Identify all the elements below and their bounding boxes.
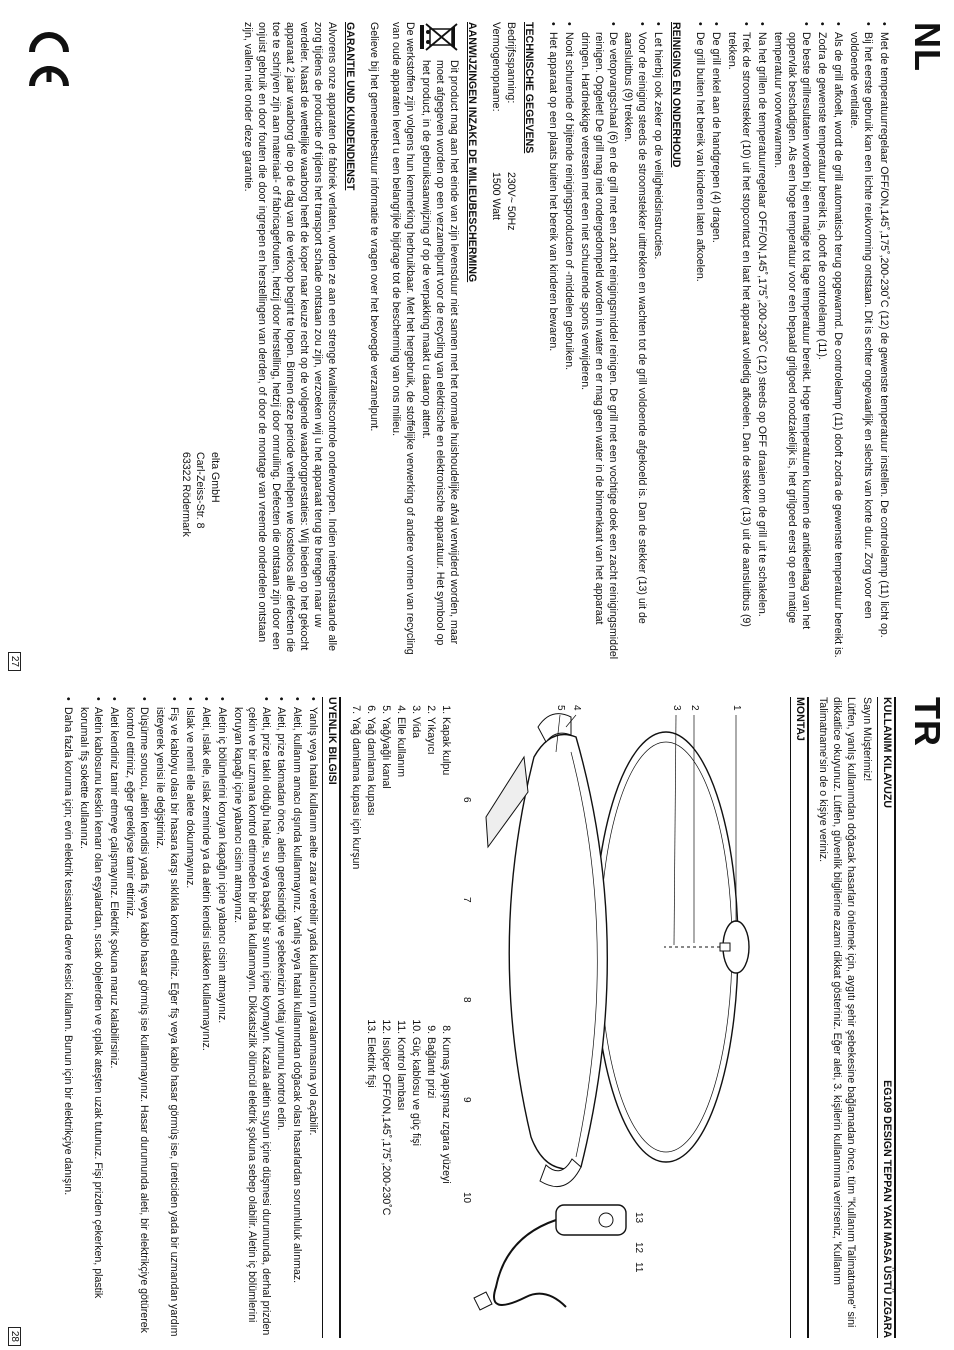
- page-number: 27: [8, 652, 21, 671]
- callout-label: 12: [633, 1242, 645, 1254]
- address-line: 63322 Rödermark: [179, 452, 192, 537]
- callout-label: 7: [461, 897, 473, 903]
- cleaning-list: [545, 22, 665, 663]
- nl-content: [178, 22, 890, 663]
- list-item: 12. Isıölçer OFF/ON,145˚,175˚,200-230˚C: [378, 1037, 392, 1338]
- list-item: 7. Yağ damlama kupası için kurşun: [348, 717, 362, 1007]
- env-heading: AANWIJZINGEN INZAKE DE MILIEUBESCHERMING: [465, 22, 478, 283]
- env-text-3: Gelieve bij het gemeentebestuur informatie te vragen over het bevoegde verzamelpunt.: [367, 22, 380, 432]
- list-item: • Islak ve nemli elle alete dokunmayınız.: [182, 697, 196, 1338]
- list-item: • Aletin iç bölümlerini koruyan kapağın içine yabancı cisim atmayınız.: [214, 697, 228, 1338]
- address-line: Carl-Zeiss-Str. 8: [194, 452, 207, 529]
- list-item: 2. Yıkayıcı: [423, 717, 437, 1007]
- callout-label: 4: [571, 705, 583, 711]
- callout-label: 5: [555, 705, 567, 711]
- list-item: 9. Bağlantı prizi: [423, 1037, 437, 1338]
- callout-label: 13: [633, 1212, 645, 1224]
- list-item: • Na het grillen de temperatuurregelaar OFF/ON,145˚,175˚,200-230˚C (12) steeds op OFF draaien om de grill uit te schakelen.: [754, 22, 768, 663]
- parts-legend: [347, 697, 452, 1338]
- cleaning-heading: REINIGING EN ONDERHOUD: [670, 22, 683, 168]
- power-cord: [494, 1220, 566, 1307]
- list-item: 4. Elle kullanım: [393, 717, 407, 1007]
- manual-title: KULLANIM KILAVUZU: [881, 697, 893, 809]
- list-item: • Zodra de gewenste temperatuur bereikt is, dooft de controlelamp (11).: [814, 22, 828, 663]
- list-item: • Aleti, prize takılı olduğu halde, su veya başka bir sıvının içine koymayın. Kazala aletin suyun içine düşmesi durumunda, derhal prizden çekin ve bir uzmana kontrol ettirmeden bir daha kullanmayın. Dikkatsizlik ölümcül elektrik şokuna sebep olabilir. Aletin iç bölümlerini koruyan kapağı içine yabancı cisim atmayınız.: [230, 697, 272, 1338]
- parts-list-left: [347, 697, 452, 1007]
- list-item: 11. Kontrol lambası: [393, 1037, 407, 1338]
- tr-page: [0, 675, 954, 1350]
- list-item: 1. Kapak kulpu: [438, 717, 452, 1007]
- address-line: elta GmbH: [209, 452, 222, 503]
- parts-list-right: [347, 1017, 452, 1338]
- callout-label: 6: [461, 797, 473, 803]
- intro-text: Lütfen, yanlış kullanımdan doğacak hasarları önlemek için, aygıtı şehir şebekesine bağlamadan önce, tüm "Kullanım Talimatname" sini dikkatlice okuyunuz. Lütfen, güvenlik bilgilerine azami dikkat gösteriniz. Eğer aleti, 3. kişilerin kullanımına verirseniz, 'Kullanım Talimatname'sin de o kişiye veriniz.: [817, 697, 858, 1328]
- env-text-2: De werkstoffen zijn volgens hun kenmerking herbruikbaar. Met het hergebruik, de stoffelijke verwerking of andere vormen van recycling van oude apparaten levert u een belangrijke bijdrage tot de bescherming van ons milieu.: [389, 22, 416, 655]
- list-item: • Aleti kendiniz tamir etmeye çalışmayınız. Elektrik şokuna maruz kalabilirsiniz.: [106, 697, 120, 1338]
- tech-label: Bedrijfsspanning:: [504, 22, 517, 104]
- safety-list: [60, 697, 319, 1338]
- callout-label: 10: [461, 1192, 473, 1204]
- crossed-bin-icon: [420, 22, 460, 52]
- lid-knob-stem: [720, 943, 730, 951]
- greeting: Sayın Müşterimiz!: [861, 697, 874, 782]
- callout-label: 8: [461, 997, 473, 1003]
- list-item: 5. Yağ/yağlı kanal: [378, 717, 392, 1007]
- tech-heading: TECHNISCHE GEGEVENS: [522, 22, 535, 154]
- grill-diagram: [456, 697, 786, 1337]
- callout-label: 3: [671, 705, 683, 711]
- list-item: • Yanlış veya hatalı kullanım aelte zarar verebilir yada kullanıcının yaralanmasına yol açabilir.: [305, 697, 319, 1338]
- callout-label: 1: [731, 705, 743, 711]
- list-item: • Aleti, ıslak elle, ıslak zeminde ya da aletin kendisi ıslakken kullanmayınız.: [198, 697, 212, 1338]
- list-item: 6. Yağ damlama kupası: [363, 717, 377, 1007]
- language-heading-nl: NL: [907, 22, 948, 72]
- list-item: 10. Güç kablosu ve güç fişi: [408, 1037, 422, 1338]
- safety-heading: UYENLIK BILGISI: [322, 697, 341, 1338]
- list-item: • De beste grillresultaten worden bij een matige tot lage temperatuur bereikt. Hoge temperaturen kunnen de antikleeflaag van het oppervlak beschadigen. Als een hoge temperatuur voor een bepaald grilgoed noodzakelijk is, het grilgoed eerst op een matige temperatuur voorverwarmen.: [770, 22, 812, 663]
- page-number: 28: [8, 1327, 21, 1346]
- list-item: • Düşürme sonucu, aletin kendisi yada fiş veya kablo hasar görmüş ise kullanmayınız. Hasar durumunda aleti, bir elektrikçiye götürerek kontrol ettiriniz, eğer gerekliyse tamir ettiriniz.: [122, 697, 150, 1338]
- language-heading-tr: TR: [907, 697, 948, 747]
- ce-mark-icon: [26, 22, 72, 92]
- warranty-heading: GARANTIE UND KUNDENDIENST: [344, 22, 356, 191]
- power-plug: [474, 1292, 492, 1310]
- list-item: • De grill buiten het bereik van kinderen laten afkoelen.: [692, 22, 706, 663]
- manual-header: [877, 697, 896, 1338]
- list-item: • De vetopvangschaal (6) en de grill met een zacht reinigingsmiddel reinigen. De grill met een vochtige doek een zacht reinigingsmiddel reinigen. Opgelet! De grill mag niet ondergedompeld worden in water en er mag geen water in de binnenkant van het apparaat dringen. Hardnekkige vetresten met een niet schuurende spons verwijderen.: [577, 22, 619, 663]
- tech-value: 1500 Watt: [489, 172, 502, 220]
- list-item: 13. Elektrik fişi: [363, 1037, 377, 1338]
- list-item: • Met de temperatuurregelaar OFF/ON,145˚,175˚,200-230˚C (12) de gewenste temperatuur instellen. De controlelamp (11) licht op.: [876, 22, 890, 663]
- tech-label: Vermogenopname:: [489, 22, 502, 112]
- list-item: • Het apparaat op een plaats buiten het bereik van kinderen bewaren.: [545, 22, 559, 663]
- list-item: • Als de grill afkoelt, wordt de grill automatisch terug opgewarmd. De controlelamp (11) dooft zodra de gewenste temperatuur bereikt is.: [830, 22, 844, 663]
- list-item: • Trek de stroomstekker (10) uit het stopcontact en laat het apparaat volledig afkoelen. Dan de stekker (13) uit de aansluitbus (9) trekken.: [724, 22, 752, 663]
- tech-value: 230V~ 50Hz: [504, 172, 517, 231]
- warranty-text: Alvorens onze apparaten de fabriek verlaten, worden ze aan een strenge kwaliteitscontrole onderworpen. Indien niettegenstaande alle zorg tijdens de productie of tijdens het transport schade ontstaan zou zijn, verzoeken wij u het apparaat terug te brengen naar uw verdeler. Naast de wettelijke waarborg heeft de koper naar keuze recht op de volgende waarborgprestaties: Wij bieden op het gekocht apparaat 2 jaar waarborg die op de dag van de verkoop begint te lopen. Binnen deze periode verhelpen we kosteloos alle defecten die toe te schrijven zijn aan materiaal- of fabricagefouten, hetzij door herstelling, hetzij door omruiling. Defecten die ontstaan zijn door een onjuist gebruik en door fouten die door ingrepen en herstellingen van derden, of door de montage van vreemde onderdelen ontstaan zijn, vallen niet onder deze garantie.: [242, 22, 339, 653]
- list-item: • Bij het eerste gebruik kan een lichte reukvorming ontstaan. Dit is echter ongevaarlijk en slechts van korte duur. Zorg voor een voldoende ventilatie.: [846, 22, 874, 663]
- list-item: • De grill enkel aan de handgrepen (4) dragen.: [708, 22, 722, 663]
- list-item: • Let hierbij ook zeker op de veiligheidsinstructies.: [650, 22, 664, 663]
- list-item: • Fiş ve kabloyu olası bir hasara karşı sıklıkla kontrol ediniz. Eğer fiş veya kablo hasar görmüş ise, üreticiden yada bir uzmandan yardım isteyerek yenisi ile değiştiriniz.: [152, 697, 180, 1338]
- list-item: 8. Kumaş yapışmaz ızgara yüzeyi: [438, 1037, 452, 1338]
- thermostat: [556, 1205, 626, 1235]
- model-title: EG109 DESIGN TEPPAN YAKI MASA ÜSTÜ IZGARA: [881, 1080, 893, 1338]
- manufacturer-address: [178, 452, 222, 663]
- env-text: Dit product mag aan het einde van zijn levensduur niet samen met het normale huishoudelijke afval verwijderd worden, maar moet afgegeven worden op een verzamelpunt voor de recycling van elektrische en elektronische apparatuur. Het symbool op het product, in de gebruiksaanwijzing of op de verpakking maakt u daarop attent.: [419, 60, 460, 646]
- list-item: • Aleti, prize takmadan önce, aletin gereksindiği ve şebekenizin voltaj uyumunu kontrol edin.: [274, 697, 288, 1338]
- list-item: • Daha fazla koruma için; evin elektrik tesisatında devre kesici kullanın. Bunun için bir elektrikçiye danışın.: [60, 697, 74, 1338]
- list-item: 3. Vida: [408, 717, 422, 1007]
- env-block: [416, 22, 460, 663]
- tech-table: [488, 22, 517, 663]
- grill-plate: [509, 735, 607, 1170]
- callout-label: 2: [689, 705, 701, 711]
- callout-label: 11: [633, 1262, 645, 1273]
- callout-label: 9: [461, 1097, 473, 1103]
- montaj-heading: MONTAJ: [790, 697, 809, 1338]
- tr-content: [54, 697, 896, 1338]
- nl-intro-list: [692, 22, 890, 663]
- list-item: • Aletin kablosunu keskin kenarı olan eşyalardan, sıcak objelerden ve çıplak ateşten uzak tutunuz. Fişi prizden çekerken, plastik korumalı fiş sokette kullanınız.: [76, 697, 104, 1338]
- list-item: • Voor de reiniging steeds de stroomstekker uittrekken en wachten tot de grill voldoende afgekoeld is. Dan de stekker (13) uit de aansluitbus (9) trekken.: [621, 22, 649, 663]
- list-item: • Aleti, kullanım amacı dışında kullanmayınız. Yanlış veya hatalı kullanımdan doğacak olası hasarlardan sorumluluk alınmaz.: [290, 697, 304, 1338]
- list-item: • Nooit schurende of bijtende reinigingsproducten of -middelen gebruiken.: [561, 22, 575, 663]
